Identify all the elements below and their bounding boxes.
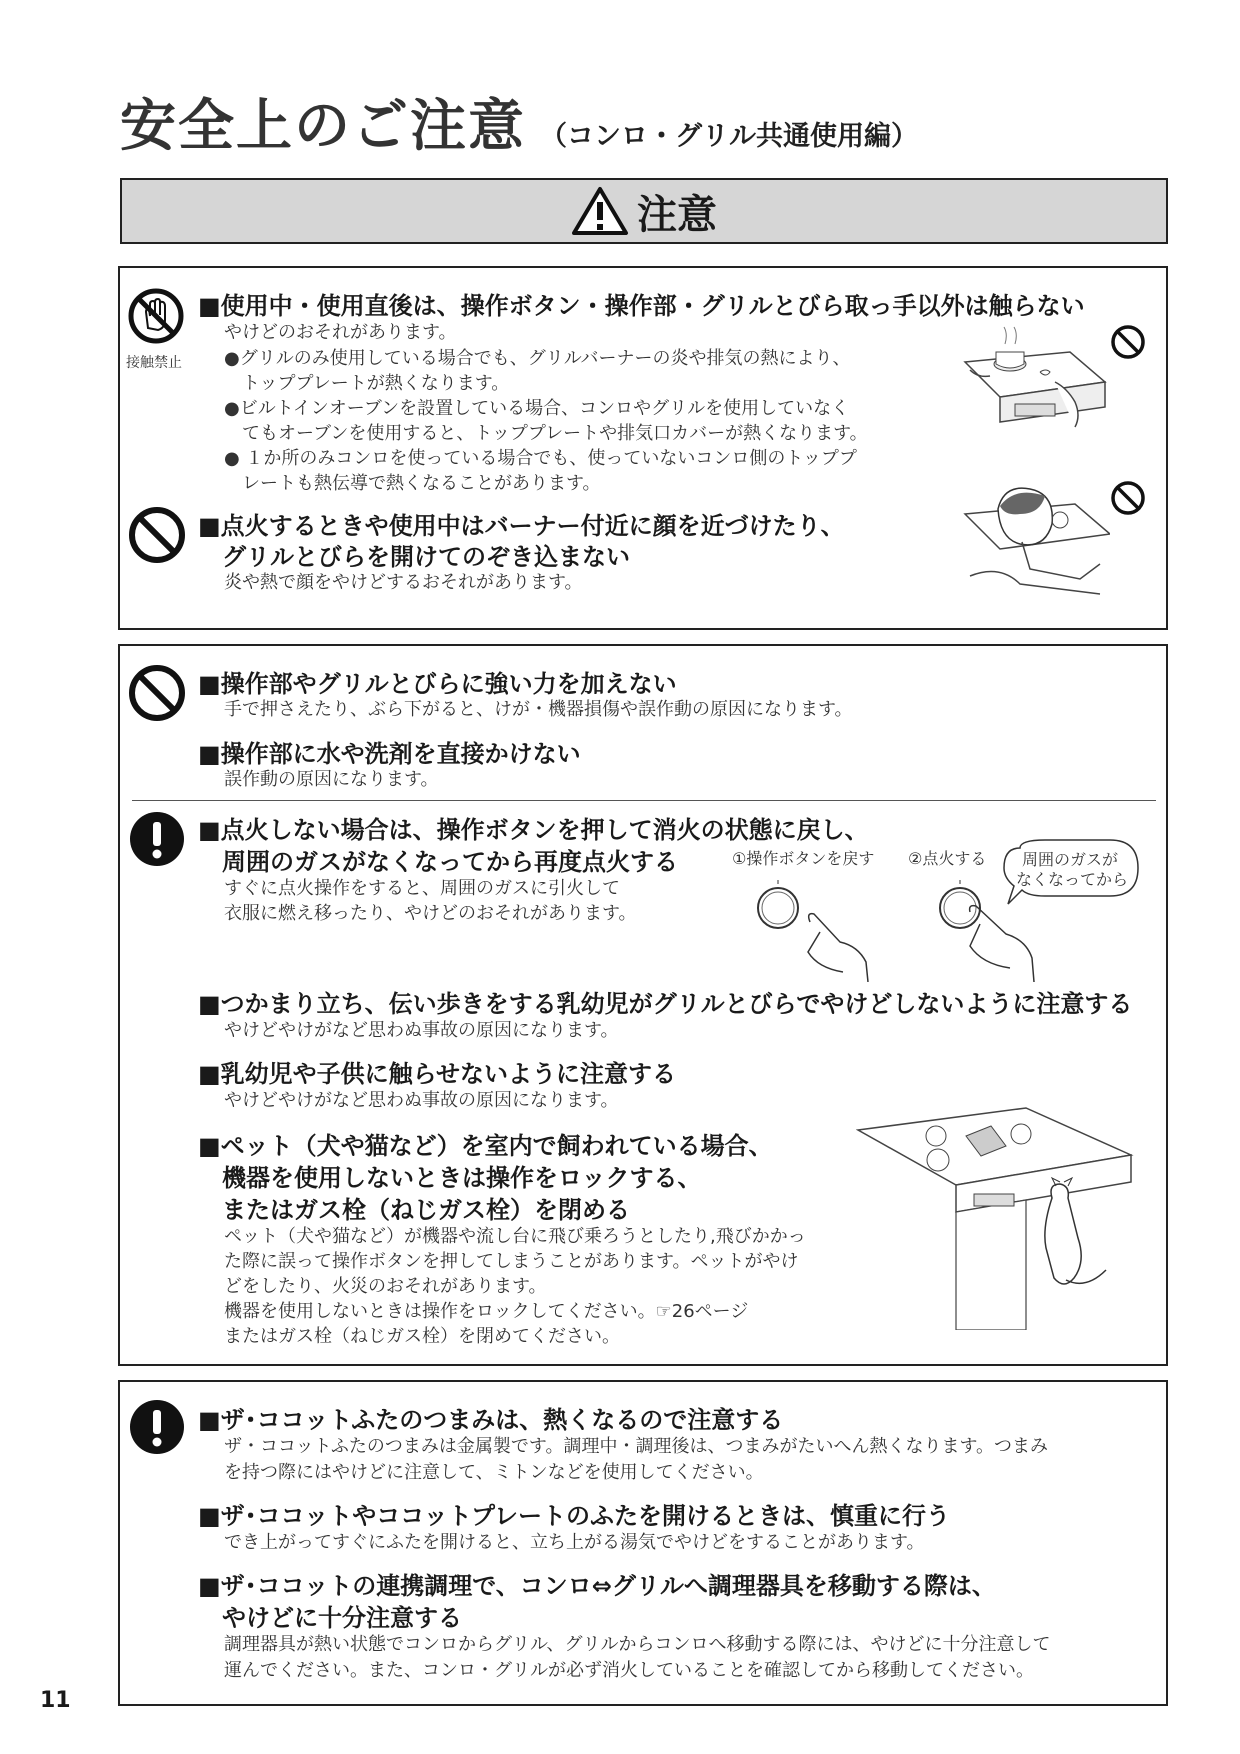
no-touch-label: 接触禁止 xyxy=(126,355,182,371)
face-near-burner-illustration xyxy=(960,484,1110,614)
s2-heading-5: ■乳幼児や子供に触らせないように注意する xyxy=(198,1060,676,1088)
prohibited-icon xyxy=(128,506,186,564)
prohibited-icon xyxy=(128,664,186,722)
s2-heading-6b: 機器を使用しないときは操作をロックする、 xyxy=(222,1164,702,1192)
no-touch-icon xyxy=(128,288,184,344)
s3-heading-1: ■ザ･ココットふたのつまみは、熱くなるので注意する xyxy=(198,1406,784,1434)
s3-body-1b: を持つ際にはやけどに注意して、ミトンなどを使用してください。 xyxy=(224,1462,764,1483)
prohibited-small-icon xyxy=(1110,324,1146,360)
s1-bullet-3: てもオーブンを使用すると、トッププレートや排気口カバーが熱くなります。 xyxy=(224,423,868,444)
s2-body-1: 手で押さえたり、ぶら下がると、けが・機器損傷や誤作動の原因になります。 xyxy=(224,699,853,720)
s1-heading-1: ■使用中・使用直後は、操作ボタン・操作部・グリルとびら取っ手以外は触らない xyxy=(198,292,1085,320)
s2-body-4: やけどやけがなど思わぬ事故の原因になります。 xyxy=(224,1020,619,1041)
cat-stove-illustration xyxy=(856,1100,1136,1330)
s1-body-1: やけどのおそれがあります。 xyxy=(224,322,457,343)
s3-body-1a: ザ・ココットふたのつまみは金属製です。調理中・調理後は、つまみがたいへん熱くなります。つまみ xyxy=(224,1436,1049,1457)
s3-heading-3b: やけどに十分注意する xyxy=(222,1604,462,1632)
s1-bullet-2: ●ビルトインオーブンを設置している場合、コンロやグリルを使用していなく xyxy=(224,398,850,419)
s2-heading-6a: ■ペット（犬や猫など）を室内で飼われている場合、 xyxy=(198,1132,773,1160)
s2-heading-4: ■つかまり立ち、伝い歩きをする乳幼児がグリルとびらでやけどしないように注意する xyxy=(198,990,1133,1018)
s2-body-2: 誤作動の原因になります。 xyxy=(224,769,439,790)
mandatory-icon xyxy=(128,810,186,868)
s3-body-3b: 運んでください。また、コンロ・グリルが必ず消火していることを確認してから移動してください。 xyxy=(224,1660,1034,1681)
s2-body-6-2: どをしたり、火災のおそれがあります。 xyxy=(224,1276,547,1297)
s3-heading-3a: ■ザ･ココットの連携調理で、コンロ⇔グリルへ調理器具を移動する際は、 xyxy=(198,1572,996,1600)
s2-body-6-3: 機器を使用しないときは操作をロックしてください。☞26ページ xyxy=(224,1301,749,1322)
s2-heading-1: ■操作部やグリルとびらに強い力を加えない xyxy=(198,670,677,698)
mandatory-icon xyxy=(128,1398,186,1456)
s3-body-2: でき上がってすぐにふたを開けると、立ち上がる湯気でやけどをすることがあります。 xyxy=(224,1532,925,1553)
s2-heading-6c: またはガス栓（ねじガス栓）を閉める xyxy=(222,1196,630,1224)
s2-body-6-1: た際に誤って操作ボタンを押してしまうことがあります。ペットがやけ xyxy=(224,1251,799,1272)
s1-body-2: 炎や熱で顔をやけどするおそれがあります。 xyxy=(224,572,583,593)
page-title xyxy=(120,82,918,159)
s2-heading-3b: 周囲のガスがなくなってから再度点火する xyxy=(222,848,678,876)
s3-heading-2: ■ザ･ココットやココットプレートのふたを開けるときは、慎重に行う xyxy=(198,1502,951,1530)
caution-label: 注意 xyxy=(637,191,717,238)
stovetop-touch-illustration xyxy=(960,322,1110,442)
s2-body-6-0: ペット（犬や猫など）が機器や流し台に飛び乗ろうとしたり,飛びかかっ xyxy=(224,1226,806,1247)
caution-banner xyxy=(120,178,1168,244)
bubble-text-2: なくなってから xyxy=(1016,870,1129,889)
s2-body-5: やけどやけがなど思わぬ事故の原因になります。 xyxy=(224,1090,619,1111)
s1-bullet-1: トッププレートが熱くなります。 xyxy=(224,373,510,394)
page-number: 11 xyxy=(40,1688,71,1713)
ignite-button-illustration xyxy=(930,872,1080,982)
s1-heading-2a: ■点火するときや使用中はバーナー付近に顔を近づけたり、 xyxy=(198,512,845,540)
section-divider xyxy=(132,800,1156,801)
title-sub: （コンロ・グリル共通使用編） xyxy=(540,121,918,152)
title-main: 安全上のご注意 xyxy=(120,94,526,159)
warning-triangle-icon xyxy=(571,186,629,236)
s3-body-3a: 調理器具が熱い状態でコンロからグリル、グリルからコンロへ移動する際には、やけどに十分注意して xyxy=(224,1634,1051,1655)
prohibited-small-icon-2 xyxy=(1110,480,1146,516)
s1-bullet-0: ●グリルのみ使用している場合でも、グリルバーナーの炎や排気の熱により、 xyxy=(224,348,851,369)
s2-body-3a: すぐに点火操作をすると、周囲のガスに引火して xyxy=(224,878,620,899)
s2-heading-2: ■操作部に水や洗剤を直接かけない xyxy=(198,740,581,768)
s1-bullet-5: レートも熱伝導で熱くなることがあります。 xyxy=(224,473,601,494)
step-2-label: ②点火する xyxy=(908,849,987,868)
s2-body-6-4: またはガス栓（ねじガス栓）を閉めてください。 xyxy=(224,1326,620,1347)
s2-heading-3a: ■点火しない場合は、操作ボタンを押して消火の状態に戻し、 xyxy=(198,816,869,844)
return-button-illustration xyxy=(748,872,898,982)
bubble-text-1: 周囲のガスが xyxy=(1022,850,1119,869)
step-1-label: ①操作ボタンを戻す xyxy=(732,849,875,868)
s1-heading-2b: グリルとびらを開けてのぞき込まない xyxy=(222,543,630,571)
s1-bullet-4: ● １か所のみコンロを使っている場合でも、使っていないコンロ側のトッププ xyxy=(224,448,857,469)
s2-body-3b: 衣服に燃え移ったり、やけどのおそれがあります。 xyxy=(224,903,637,924)
